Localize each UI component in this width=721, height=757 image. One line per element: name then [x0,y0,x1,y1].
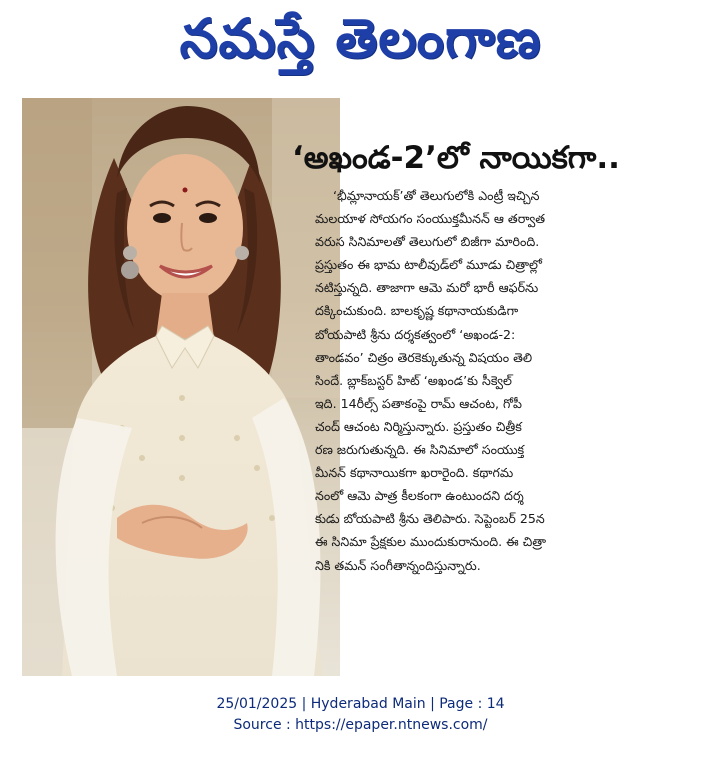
body-line: నంలో ఆమె పాత్ర కీలకంగా ఉంటుందని దర్శ [315,488,524,504]
body-line: దక్కించుకుంది. బాలకృష్ణ కథానాయకుడిగా [315,303,519,319]
body-line: బోయపాటి శ్రీను దర్శకత్వంలో ‘అఖండ-2: [315,326,516,342]
body-line: నటిస్తున్నది. తాజాగా ఆమె మరో భారీ ఆఫర్‌ను [315,280,539,296]
body-line: ఇది. 14రీల్స్ పతాకంపై రామ్ ఆచంట, గోపీ [315,395,522,411]
body-line: రణ జరుగుతున్నది. ఈ సినిమాలో సంయుక్త [315,442,525,458]
body-line: వరుస సినిమాలతో తెలుగులో బిజీగా మారింది. [315,234,540,250]
article-body [315,184,691,577]
body-line: ‘భీమ్లానాయక్’తో తెలుగులోకి ఎంట్రీ ఇచ్చిన [333,188,540,203]
body-line: సిందే. బ్లాక్‌బస్టర్ హిట్ ‘అఖండ’కు సీక్వెల్ [315,372,512,388]
body-line: కుడు బోయపాటి శ్రీను తెలిపారు. సెప్టెంబర్ 25న [315,511,545,527]
source-link[interactable]: Source : https://epaper.ntnews.com/ [233,717,488,733]
body-line: మీనన్ కథానాయికగా ఖరారైంది. కథాగమ [315,465,514,481]
edition-meta: 25/01/2025 | Hyderabad Main | Page : 14 [216,696,505,712]
body-line: చంద్ ఆచంట నిర్మిస్తున్నారు. ప్రస్తుతం చిత్రీక [315,418,522,434]
body-line: తాండవం’ చిత్రం తెరకెక్కుతున్న విషయం తెలి [315,349,533,365]
body-line: మలయాళ సోయగం సంయుక్తమీనన్ ఆ తర్వాత [315,211,546,227]
body-line: నికి తమన్ సంగీతాన్నందిస్తున్నారు. [315,557,481,573]
newspaper-masthead: నమస్తే తెలంగాణ [179,7,542,70]
page-footer [0,694,721,736]
article-headline: ‘అఖండ-2’లో నాయికగా.. [292,140,620,176]
body-line: ఈ సినిమా ప్రేక్షకుల ముందుకురానుంది. ఈ చిత్రా [315,534,547,550]
article-clipping [22,98,702,676]
body-line: ప్రస్తుతం ఈ భామ టాలీవుడ్‌లో మూడు చిత్రాల్లో [315,257,542,273]
